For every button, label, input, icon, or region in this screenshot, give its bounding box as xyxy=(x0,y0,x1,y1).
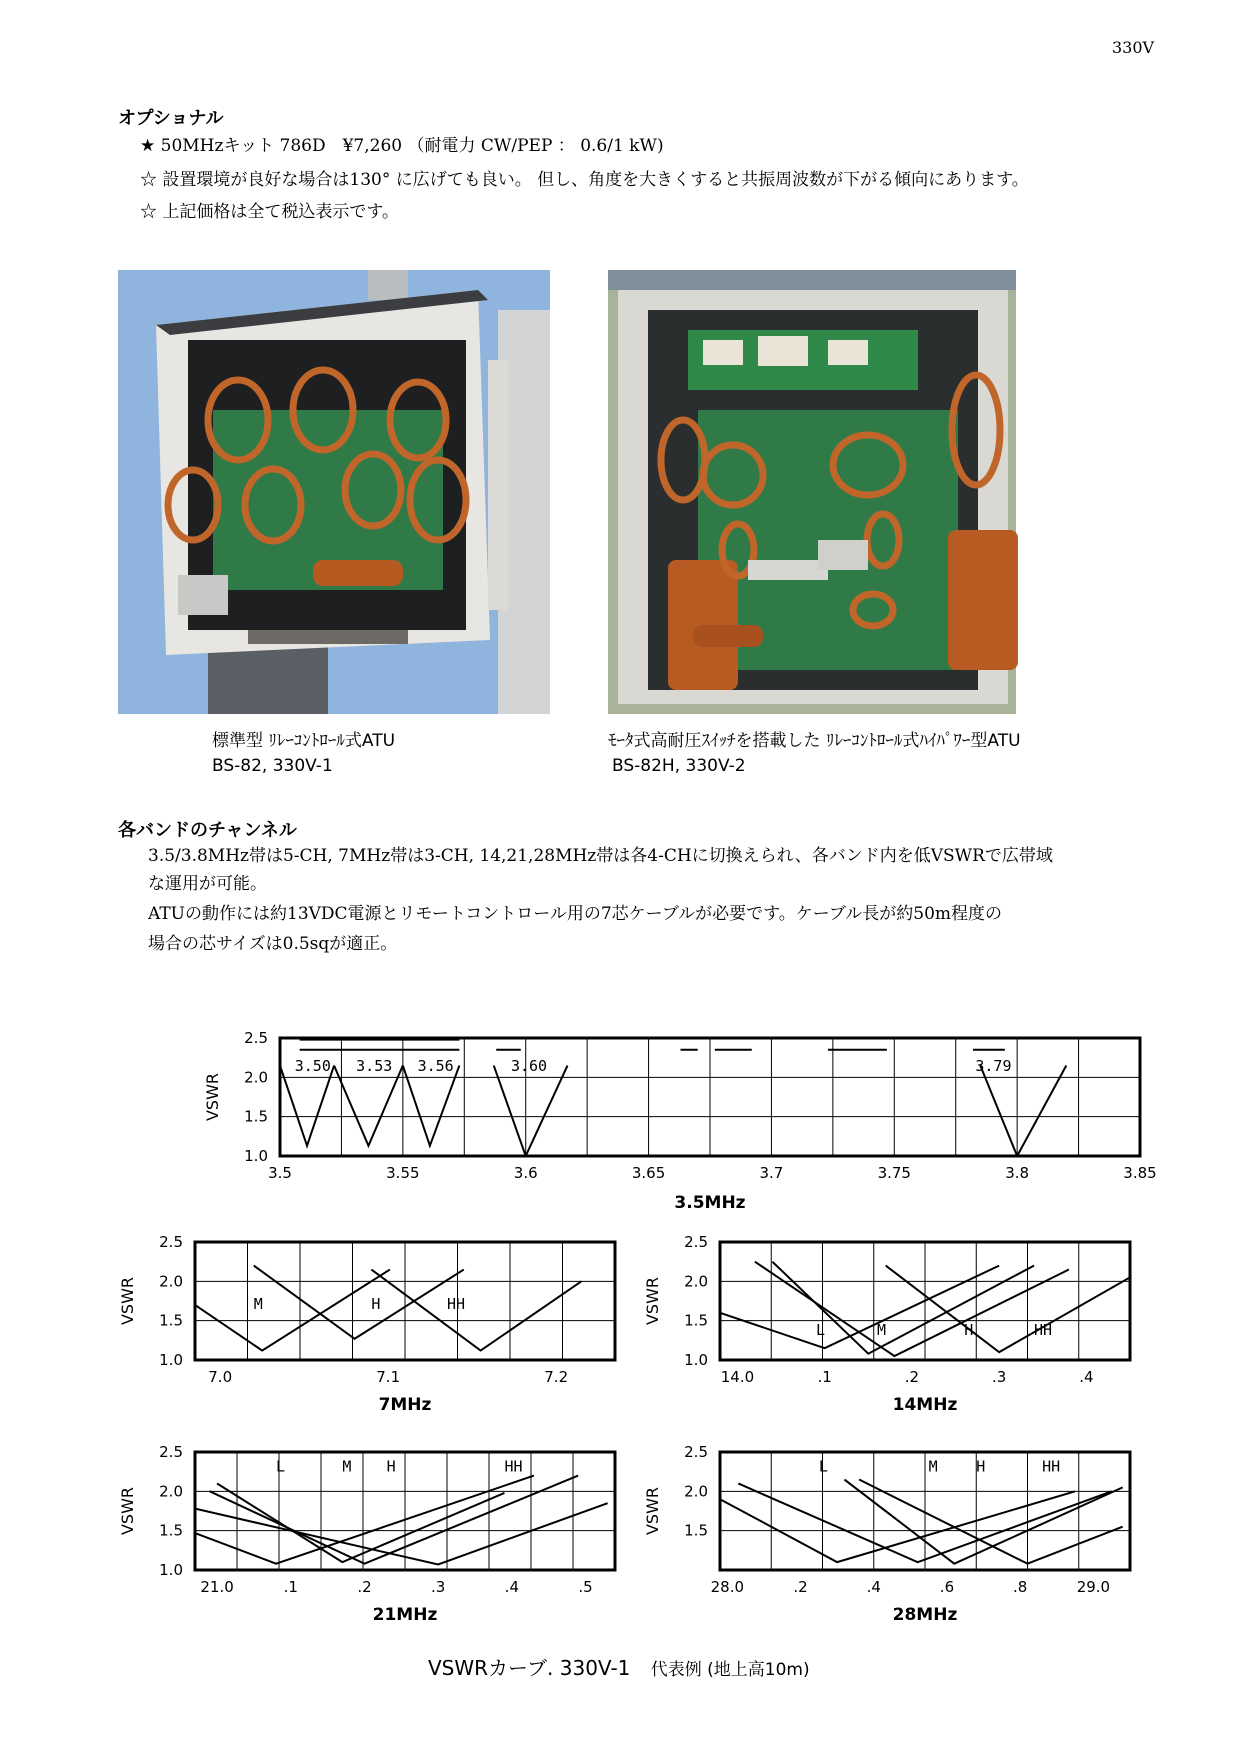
photo-1-caption-model: BS-82, 330V-1 xyxy=(212,756,333,776)
y-tick-label: 2.5 xyxy=(244,1029,268,1047)
y-tick-label: 2.5 xyxy=(684,1443,708,1461)
channels-line-3: ATUの動作には約13VDC電源とリモートコントロール用の7芯ケーブルが必要です。ケーブル長が約50m程度の xyxy=(148,904,1003,924)
y-tick-label: 1.0 xyxy=(244,1147,268,1165)
series-label: 3.50 xyxy=(294,1057,331,1076)
x-tick-label: 3.7 xyxy=(759,1164,784,1182)
y-tick-label: 1.5 xyxy=(244,1107,268,1126)
chart-title: 21MHz xyxy=(372,1605,438,1625)
y-tick-label: 1.5 xyxy=(159,1311,183,1330)
x-tick-label: 14.0 xyxy=(720,1368,755,1386)
photo-2-caption-model: BS-82H, 330V-2 xyxy=(612,756,746,776)
atu-photo-standard xyxy=(118,270,550,714)
y-axis-label: VSWR xyxy=(643,1486,662,1536)
y-tick-label: 1.5 xyxy=(159,1521,183,1540)
series-label: M xyxy=(928,1457,938,1476)
series-label: M xyxy=(877,1320,887,1339)
channels-line-1: 3.5/3.8MHz帯は5-CH, 7MHz帯は3-CH, 14,21,28MHz帯は各4-CHに切換えられ、各バンド内を低VSWRで広帯域 xyxy=(148,846,1053,866)
y-tick-label: 2.5 xyxy=(159,1233,183,1251)
options-line-1: ★ 50MHzキット 786D ¥7,260 （耐電力 CW/PEP ： 0.6/1 kW) xyxy=(140,136,664,156)
atu-photo-high-power xyxy=(608,270,1016,714)
channels-heading: 各バンドのチャンネル xyxy=(118,820,297,841)
y-tick-label: 2.5 xyxy=(684,1233,708,1251)
x-tick-label: 3.75 xyxy=(877,1164,911,1182)
series-label: 3.79 xyxy=(975,1057,1012,1076)
y-tick-label: 1.5 xyxy=(684,1311,708,1330)
series-label: M xyxy=(342,1457,352,1476)
chart-title: 28MHz xyxy=(892,1605,958,1625)
vswr-caption-main: VSWRカーブ. 330V-1 xyxy=(428,1656,631,1680)
series-label: 3.53 xyxy=(356,1057,393,1076)
y-tick-label: 1.0 xyxy=(684,1351,708,1369)
x-tick-label: 3.5 xyxy=(268,1164,292,1182)
vswr-chart-7mhz xyxy=(115,1230,635,1415)
photo-2-caption-title: ﾓｰﾀ式高耐圧ｽｲｯﾁを搭載した ﾘﾚｰｺﾝﾄﾛｰﾙ式ﾊｲﾊﾟﾜｰ型ATU xyxy=(608,731,1021,751)
options-line-2: ☆ 設置環境が良好な場合は130° に広げても良い。 但し、角度を大きくすると共振周波数が下がる傾向にあります。 xyxy=(140,170,1029,190)
vswr-chart-21mhz xyxy=(115,1440,635,1625)
x-tick-label: 7.2 xyxy=(544,1368,569,1386)
series-label: 3.56 xyxy=(417,1057,454,1076)
x-tick-label: .4 xyxy=(504,1578,519,1596)
series-label: H xyxy=(976,1457,986,1476)
series-label: H xyxy=(964,1320,974,1339)
channels-line-4: 場合の芯サイズは0.5sqが適正。 xyxy=(148,934,398,954)
x-tick-label: .2 xyxy=(793,1578,808,1596)
y-axis-label: VSWR xyxy=(643,1276,662,1326)
y-tick-label: 2.5 xyxy=(159,1443,183,1461)
y-tick-label: 1.5 xyxy=(684,1521,708,1540)
page-number: 330V xyxy=(1112,38,1155,57)
series-label: HH xyxy=(1034,1320,1053,1339)
series-label: L xyxy=(818,1457,828,1476)
x-tick-label: .2 xyxy=(357,1578,372,1596)
x-tick-label: 28.0 xyxy=(710,1578,745,1596)
series-label: L xyxy=(276,1457,286,1476)
x-tick-label: 29.0 xyxy=(1076,1578,1111,1596)
vswr-chart-3-5mhz xyxy=(180,1020,1157,1213)
y-tick-label: 1.0 xyxy=(159,1351,183,1369)
x-tick-label: .2 xyxy=(904,1368,920,1386)
x-tick-label: .3 xyxy=(431,1578,446,1596)
x-tick-label: 3.65 xyxy=(631,1164,666,1182)
x-tick-label: 7.0 xyxy=(208,1368,233,1386)
photo-1-caption-title: 標準型 ﾘﾚｰｺﾝﾄﾛｰﾙ式ATU xyxy=(212,731,396,751)
x-tick-label: .4 xyxy=(1079,1368,1094,1386)
x-tick-label: 3.6 xyxy=(513,1164,538,1182)
series-label: M xyxy=(253,1294,263,1313)
chart-title: 3.5MHz xyxy=(674,1193,746,1213)
series-label: H xyxy=(371,1294,381,1313)
series-label: H xyxy=(386,1457,396,1476)
series-label: HH xyxy=(504,1457,523,1476)
y-axis-label: VSWR xyxy=(118,1276,137,1326)
channels-line-2: な運用が可能。 xyxy=(148,874,267,894)
y-axis-label: VSWR xyxy=(203,1072,222,1122)
x-tick-label: .3 xyxy=(991,1368,1007,1386)
y-axis-label: VSWR xyxy=(118,1486,137,1536)
x-tick-label: .6 xyxy=(939,1578,955,1596)
x-tick-label: .4 xyxy=(866,1578,881,1596)
x-tick-label: .5 xyxy=(578,1578,593,1596)
y-tick-label: 1.0 xyxy=(159,1561,183,1579)
series-label: L xyxy=(815,1320,825,1339)
y-tick-label: 2.0 xyxy=(684,1482,708,1501)
y-tick-label: 2.0 xyxy=(684,1272,708,1291)
x-tick-label: 21.0 xyxy=(200,1578,234,1596)
vswr-figure-caption xyxy=(428,1652,810,1681)
series-label: HH xyxy=(447,1294,466,1313)
x-tick-label: .1 xyxy=(283,1578,298,1596)
y-tick-label: 2.0 xyxy=(244,1068,268,1087)
vswr-caption-sub: 代表例 (地上高10m) xyxy=(650,1660,810,1680)
series-label: HH xyxy=(1042,1457,1061,1476)
chart-title: 14MHz xyxy=(892,1395,958,1415)
x-tick-label: 3.85 xyxy=(1123,1164,1157,1182)
vswr-chart-14mhz xyxy=(640,1230,1140,1415)
options-heading: オプショナル xyxy=(118,108,224,129)
x-tick-label: .8 xyxy=(1013,1578,1028,1596)
x-tick-label: 3.55 xyxy=(386,1164,420,1182)
chart-title: 7MHz xyxy=(378,1395,432,1415)
x-tick-label: .1 xyxy=(817,1368,832,1386)
series-label: 3.60 xyxy=(510,1057,548,1076)
vswr-chart-28mhz xyxy=(640,1440,1140,1625)
y-tick-label: 2.0 xyxy=(159,1482,183,1501)
x-tick-label: 3.8 xyxy=(1005,1164,1030,1182)
y-tick-label: 2.0 xyxy=(159,1272,183,1291)
options-line-3: ☆ 上記価格は全て税込表示です。 xyxy=(140,202,400,222)
x-tick-label: 7.1 xyxy=(376,1368,401,1386)
